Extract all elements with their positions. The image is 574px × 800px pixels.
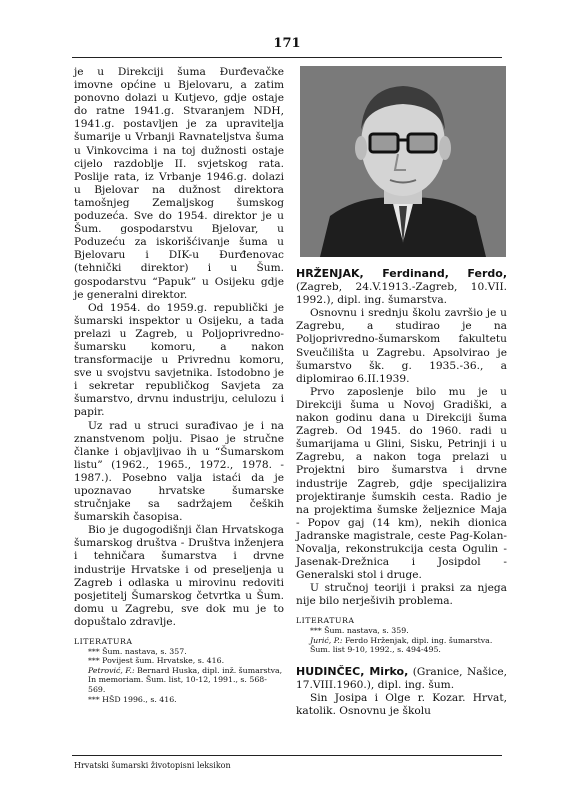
- footer-title: Hrvatski šumarski životopisni leksikon: [74, 761, 231, 770]
- literature-item: *** Povijest šum. Hrvatske, s. 416.: [88, 656, 225, 666]
- paragraph: Uz rad u struci surađivao je i na znanstvenom polju. Pisao je stručne članke i objavljivao ih u “Šumarskom listu” (1962., 1965., 1972., 1978. - 1987.). Posebno valja istaći da je upoznavao hrvatske šumarske stručnjake sa sadržajem čeških šumarskih časopisa.: [74, 419, 284, 524]
- literature-item: *** Šum. nastava, s. 357.: [88, 646, 187, 656]
- literature-item: *** Šum. nastava, s. 359.: [310, 626, 409, 636]
- entry-name: HUDINČEC, Mirko,: [296, 664, 409, 678]
- paragraph: Od 1954. do 1959.g. republički je šumarski inspektor u Osijeku, a tada prelazi u Zagreb, u Poljoprivredno-šumarsku komoru, a nakon transformacije u Privrednu komoru, sve u svojstvu savjetnika. Istodobno je i sekretar republičkog Savjeta za šumarstvo, drvnu industriju, celulozu i papir.: [74, 301, 284, 419]
- right-column: [296, 267, 507, 718]
- paragraph: je u Direkciji šuma Đurđevačke imovne općine u Bjelovaru, a zatim ponovno dolazi u Kutjevo, gdje ostaje do ratne 1941.g. Stvaranjem NDH, 1941.g. postavljen je za upravitelja šumarije u Vrbanji Ravnateljstva šuma u Vinkovcima i na toj dužnosti ostaje cijelo razdoblje II. svjetskog rata. Poslije rata, iz Vrbanje 1946.g. dolazi u Bjelovar na dužnost direktora tamošnjeg Zemaljskog šumskog poduzeća. Sve do 1954. direktor je u Šum. gospodarstvu Bjelovar, u Poduzeću za iskorišćivanje šuma u Bjelovaru i DIK-u Đurđenovac (tehnički direktor) i u Šum. gospodarstvu “Papuk” u Osijeku gdje je generalni direktor.: [74, 66, 284, 301]
- bottom-rule: [72, 755, 502, 756]
- literature-list: [296, 616, 507, 654]
- paragraph: U stručnoj teoriji i praksi za njega nije bilo nerješivih problema.: [296, 582, 507, 608]
- paragraph: Osnovnu i srednju školu završio je u Zagrebu, a studirao je na Poljoprivredno-šumarskom fakultetu Sveučilišta u Zagrebu. Apsolvirao je šumarstvo šk. g. 1935.-36., a diplomirao 6.II.1939.: [296, 307, 507, 385]
- paragraph: Bio je dugogodišnji član Hrvatskoga šumarskog društva - Društva inženjera i tehničara šumarstva i drvne industrije Hrvatske i od preseljenja u Zagreb i odlaska u mirovinu redoviti posjetitelj Šumarskog četvrtka u Šum. domu u Zagrebu, sve dok mu je to dopuštalo zdravlje.: [74, 524, 284, 628]
- literature-item: *** HŠD 1996., s. 416.: [88, 694, 177, 704]
- page-number: 171: [273, 36, 301, 51]
- literature-item: Jurić, P.: Ferdo Hrženjak, dipl. ing. šumarstva. Šum. list 9-10, 1992., s. 494-495.: [310, 635, 493, 655]
- paragraph: Sin Josipa i Olge r. Kozar. Hrvat, katolik. Osnovnu je školu: [296, 692, 507, 718]
- entry-heading-hrzenjak: HRŽENJAK, Ferdinand, Ferdo, (Zagreb, 24.V.1913.-Zagreb, 10.VII. 1992.), dipl. ing. šumarstva.: [296, 267, 507, 307]
- literature-heading: LITERATURA: [296, 616, 355, 626]
- paragraph: Prvo zaposlenje bilo mu je u Direkciji šuma u Novoj Gradiški, a nakon godinu dana u Direkciji šuma Zagreb. Od 1945. do 1960. radi u šumarijama u Glini, Sisku, Petrinji i u Zagrebu, a nakon toga prelazi u Projektni biro šumarstva i drvne industrije Zagreb, gdje specijalizira projektiranje šumskih cesta. Radio je na projektima šumske željeznice Maja - Popov gaj (14 km), nekih dionica Jadranske magistrale, ceste Pag-Kolan-Novalja, rekonstrukcija cesta Ogulin - Jasenak-Drežnica i Josipdol - Generalski stol i druge.: [296, 385, 507, 582]
- left-column: [74, 66, 284, 704]
- entry-name: HRŽENJAK, Ferdinand, Ferdo,: [296, 267, 507, 280]
- literature-heading: LITERATURA: [74, 637, 133, 647]
- literature-item: Petrović, F.: Bernard Huska, dipl. inž. šumarstva, In memoriam. Šum. list, 10-12, 1991., s. 568-569.: [88, 665, 283, 694]
- literature-list: [74, 637, 284, 704]
- entry-heading-hudincec: HUDINČEC, Mirko, (Granice, Našice, 17.VIII.1960.), dipl. ing. šum.: [296, 664, 507, 691]
- portrait-photo: [300, 66, 506, 257]
- top-rule: [72, 57, 502, 58]
